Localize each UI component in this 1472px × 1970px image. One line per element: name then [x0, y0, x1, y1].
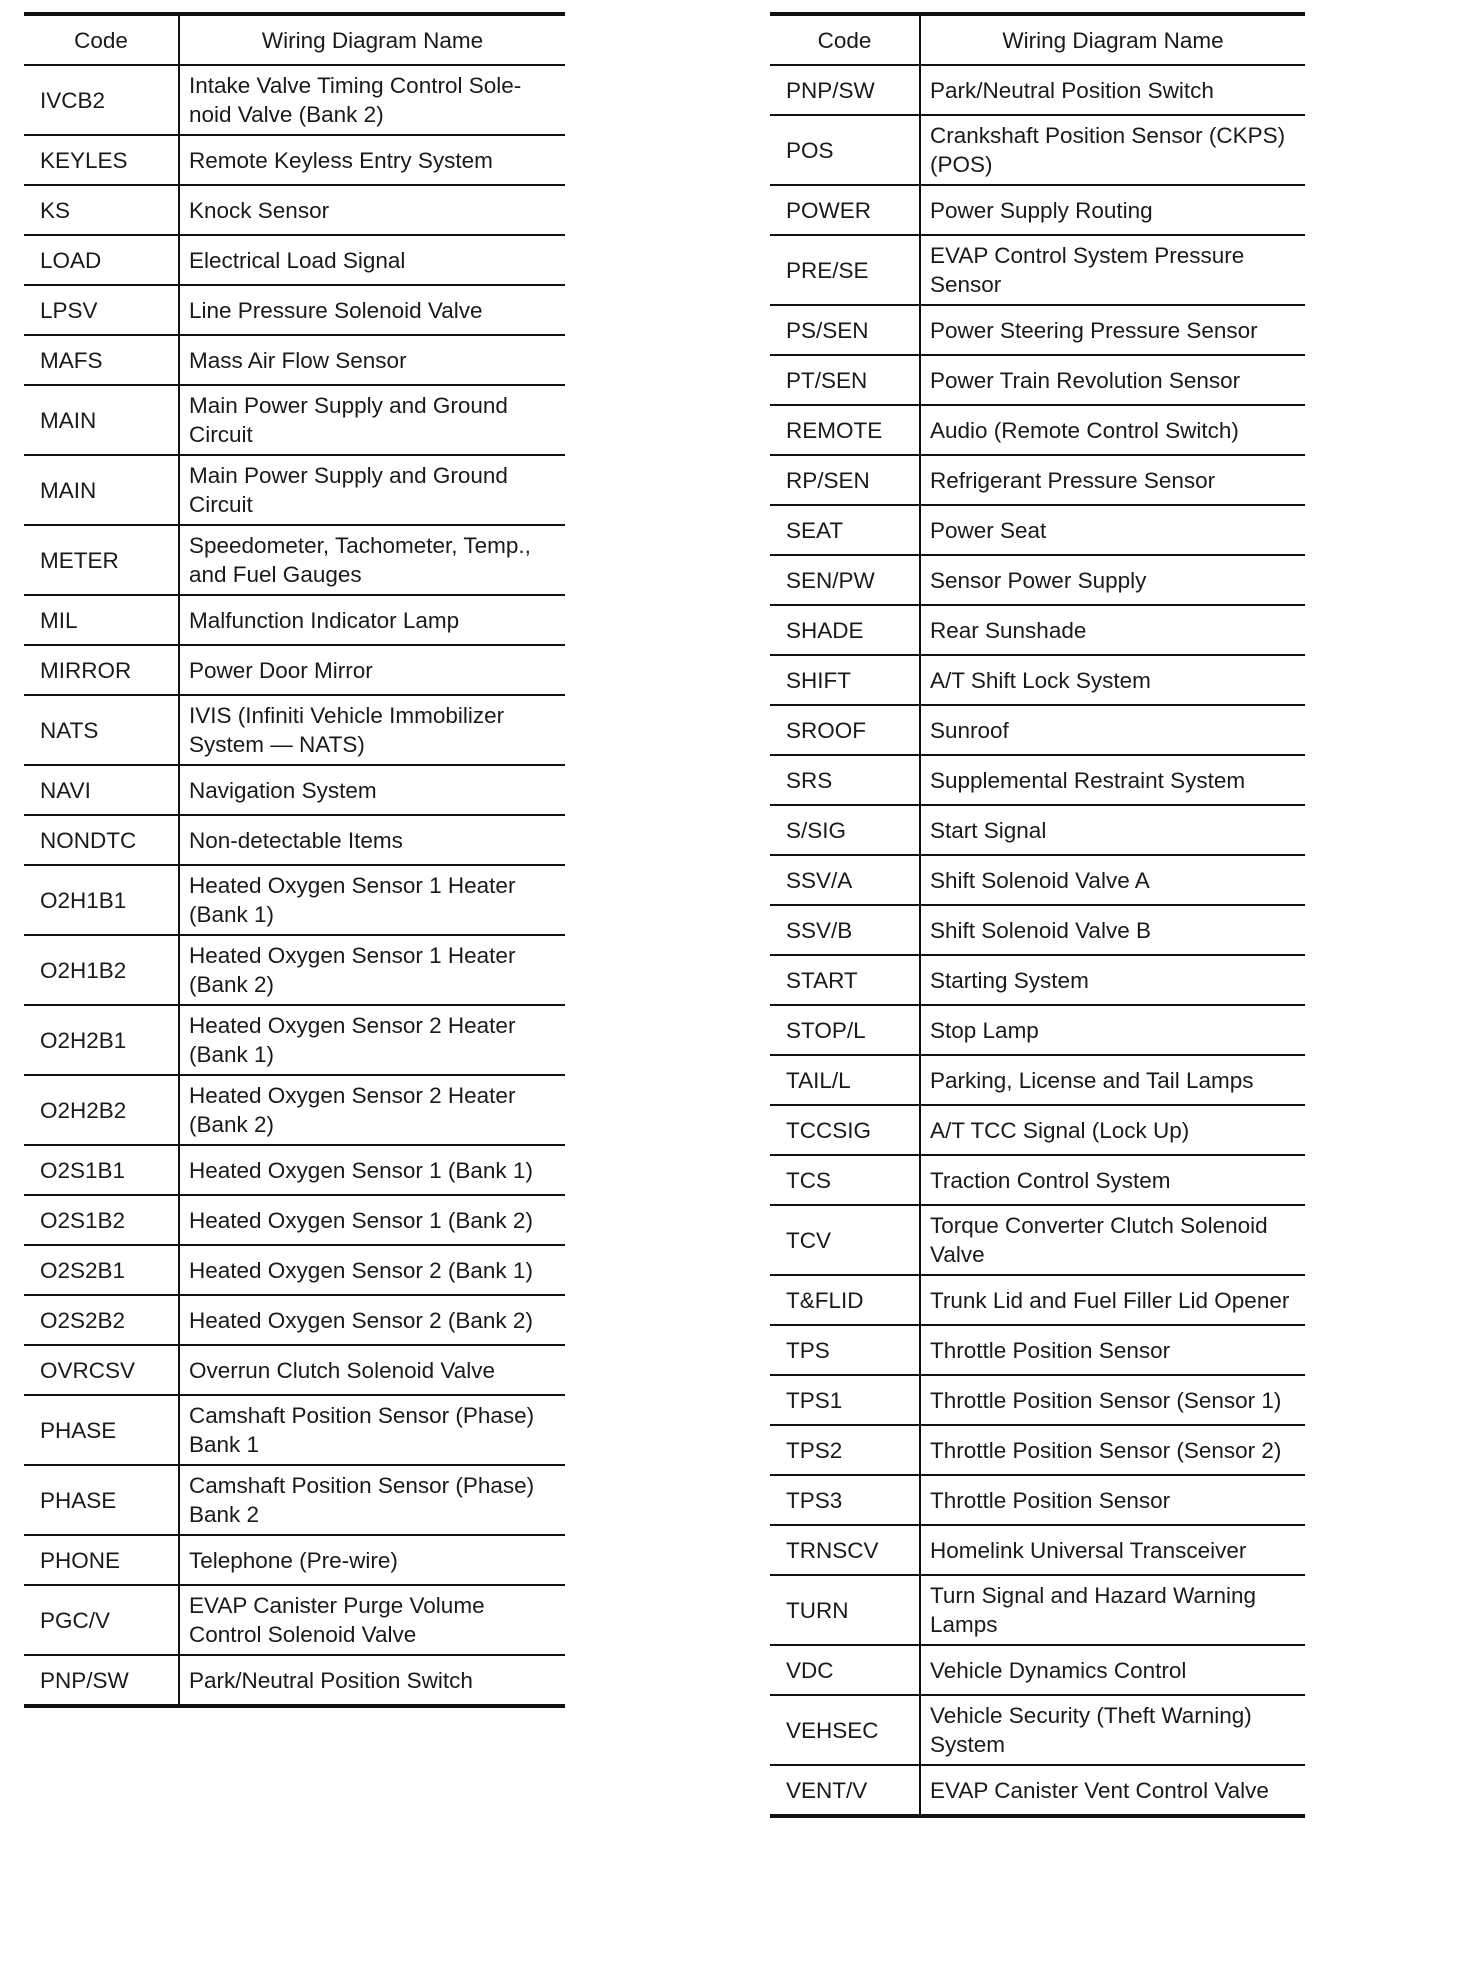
table-body — [24, 65, 565, 1706]
table-row — [770, 1375, 1305, 1425]
code-cell: OVRCSV — [24, 1345, 179, 1395]
table-row — [770, 1575, 1305, 1645]
code-cell: STOP/L — [770, 1005, 920, 1055]
diagram-name-cell: A/T Shift Lock System — [920, 655, 1305, 705]
code-cell: TPS1 — [770, 1375, 920, 1425]
table-row — [770, 655, 1305, 705]
code-cell: TPS — [770, 1325, 920, 1375]
diagram-name-cell: Homelink Universal Transceiver — [920, 1525, 1305, 1575]
diagram-name-cell: Starting System — [920, 955, 1305, 1005]
table-row — [24, 1075, 565, 1145]
code-cell: SSV/A — [770, 855, 920, 905]
table-row — [24, 595, 565, 645]
diagram-name-cell: Sensor Power Supply — [920, 555, 1305, 605]
wiring-code-table-right — [770, 12, 1305, 1818]
diagram-name-cell: Heated Oxygen Sensor 2 Heater (Bank 2) — [179, 1075, 565, 1145]
code-cell: POWER — [770, 185, 920, 235]
code-cell: KEYLES — [24, 135, 179, 185]
name-column-header: Wiring Diagram Name — [179, 14, 565, 65]
code-cell: PHONE — [24, 1535, 179, 1585]
code-cell: IVCB2 — [24, 65, 179, 135]
code-cell: TRNSCV — [770, 1525, 920, 1575]
table-row — [770, 1005, 1305, 1055]
code-cell: O2S1B2 — [24, 1195, 179, 1245]
diagram-name-cell: IVIS (Infiniti Vehicle Immobilizer System — NATS) — [179, 695, 565, 765]
table-row — [24, 765, 565, 815]
diagram-name-cell: Overrun Clutch Solenoid Valve — [179, 1345, 565, 1395]
table-row — [770, 1645, 1305, 1695]
table-row — [24, 1655, 565, 1706]
diagram-name-cell: Power Seat — [920, 505, 1305, 555]
diagram-name-cell: EVAP Canister Vent Control Valve — [920, 1765, 1305, 1816]
code-cell: TURN — [770, 1575, 920, 1645]
code-cell: SEAT — [770, 505, 920, 555]
code-cell: START — [770, 955, 920, 1005]
table-row — [24, 815, 565, 865]
diagram-name-cell: EVAP Canister Purge Volume Control Solenoid Valve — [179, 1585, 565, 1655]
table-row — [770, 1155, 1305, 1205]
table-row — [770, 605, 1305, 655]
diagram-name-cell: Parking, License and Tail Lamps — [920, 1055, 1305, 1105]
table-row — [770, 235, 1305, 305]
table-row — [24, 185, 565, 235]
code-cell: PHASE — [24, 1465, 179, 1535]
code-cell: S/SIG — [770, 805, 920, 855]
table-row — [24, 1145, 565, 1195]
diagram-name-cell: Throttle Position Sensor — [920, 1475, 1305, 1525]
diagram-name-cell: Non-detectable Items — [179, 815, 565, 865]
table-row — [770, 755, 1305, 805]
code-cell: SROOF — [770, 705, 920, 755]
table-row — [770, 505, 1305, 555]
code-cell: NATS — [24, 695, 179, 765]
diagram-name-cell: Heated Oxygen Sensor 2 (Bank 2) — [179, 1295, 565, 1345]
code-cell: VEHSEC — [770, 1695, 920, 1765]
table-header-row — [770, 14, 1305, 65]
diagram-name-cell: Malfunction Indicator Lamp — [179, 595, 565, 645]
diagram-name-cell: Rear Sunshade — [920, 605, 1305, 655]
table-row — [770, 305, 1305, 355]
table-row — [770, 705, 1305, 755]
table-row — [24, 695, 565, 765]
code-cell: TCS — [770, 1155, 920, 1205]
table-row — [24, 1585, 565, 1655]
code-cell: TAIL/L — [770, 1055, 920, 1105]
diagram-name-cell: Trunk Lid and Fuel Filler Lid Opener — [920, 1275, 1305, 1325]
code-cell: LPSV — [24, 285, 179, 335]
diagram-name-cell: Speedometer, Tachometer, Temp., and Fuel Gauges — [179, 525, 565, 595]
diagram-name-cell: Turn Signal and Hazard Warning Lamps — [920, 1575, 1305, 1645]
code-cell: NAVI — [24, 765, 179, 815]
table-row — [770, 1525, 1305, 1575]
table-row — [24, 525, 565, 595]
code-cell: REMOTE — [770, 405, 920, 455]
table-row — [770, 115, 1305, 185]
table-row — [770, 1325, 1305, 1375]
diagram-name-cell: Main Power Supply and Ground Circuit — [179, 385, 565, 455]
diagram-name-cell: Heated Oxygen Sensor 2 (Bank 1) — [179, 1245, 565, 1295]
code-cell: SHIFT — [770, 655, 920, 705]
table-row — [770, 455, 1305, 505]
code-cell: NONDTC — [24, 815, 179, 865]
table-row — [24, 1345, 565, 1395]
code-cell: KS — [24, 185, 179, 235]
diagram-name-cell: Park/Neutral Position Switch — [920, 65, 1305, 115]
table-row — [24, 385, 565, 455]
code-cell: MIL — [24, 595, 179, 645]
table-row — [770, 355, 1305, 405]
diagram-name-cell: Camshaft Position Sensor (Phase) Bank 1 — [179, 1395, 565, 1465]
diagram-name-cell: Start Signal — [920, 805, 1305, 855]
code-cell: O2H1B2 — [24, 935, 179, 1005]
diagram-name-cell: Power Steering Pressure Sensor — [920, 305, 1305, 355]
table-row — [770, 1205, 1305, 1275]
table-row — [770, 1105, 1305, 1155]
code-cell: O2H1B1 — [24, 865, 179, 935]
code-cell: TPS2 — [770, 1425, 920, 1475]
table-row — [770, 1275, 1305, 1325]
table-row — [24, 1245, 565, 1295]
diagram-name-cell: Sunroof — [920, 705, 1305, 755]
diagram-name-cell: Throttle Position Sensor — [920, 1325, 1305, 1375]
code-cell: MAFS — [24, 335, 179, 385]
table-row — [770, 1765, 1305, 1816]
diagram-name-cell: Park/Neutral Position Switch — [179, 1655, 565, 1706]
table-row — [770, 555, 1305, 605]
diagram-name-cell: Intake Valve Timing Control Sole-noid Valve (Bank 2) — [179, 65, 565, 135]
diagram-name-cell: Line Pressure Solenoid Valve — [179, 285, 565, 335]
table-row — [770, 955, 1305, 1005]
table-row — [24, 235, 565, 285]
diagram-name-cell: Remote Keyless Entry System — [179, 135, 565, 185]
code-cell: O2S2B1 — [24, 1245, 179, 1295]
code-cell: PNP/SW — [770, 65, 920, 115]
table-row — [770, 405, 1305, 455]
code-cell: O2H2B2 — [24, 1075, 179, 1145]
diagram-name-cell: Camshaft Position Sensor (Phase) Bank 2 — [179, 1465, 565, 1535]
diagram-name-cell: Power Train Revolution Sensor — [920, 355, 1305, 405]
code-cell: PS/SEN — [770, 305, 920, 355]
code-cell: PT/SEN — [770, 355, 920, 405]
diagram-name-cell: Telephone (Pre-wire) — [179, 1535, 565, 1585]
code-cell: T&FLID — [770, 1275, 920, 1325]
diagram-name-cell: Mass Air Flow Sensor — [179, 335, 565, 385]
diagram-name-cell: Shift Solenoid Valve B — [920, 905, 1305, 955]
code-cell: PHASE — [24, 1395, 179, 1465]
table-row — [24, 135, 565, 185]
code-cell: MIRROR — [24, 645, 179, 695]
table-row — [24, 1465, 565, 1535]
diagram-name-cell: A/T TCC Signal (Lock Up) — [920, 1105, 1305, 1155]
code-cell: SSV/B — [770, 905, 920, 955]
table-header-row — [24, 14, 565, 65]
code-cell: MAIN — [24, 455, 179, 525]
table-row — [770, 1425, 1305, 1475]
diagram-name-cell: Throttle Position Sensor (Sensor 1) — [920, 1375, 1305, 1425]
code-cell: SHADE — [770, 605, 920, 655]
diagram-name-cell: Traction Control System — [920, 1155, 1305, 1205]
code-cell: POS — [770, 115, 920, 185]
diagram-name-cell: Vehicle Dynamics Control — [920, 1645, 1305, 1695]
diagram-name-cell: Audio (Remote Control Switch) — [920, 405, 1305, 455]
table-row — [24, 1195, 565, 1245]
diagram-name-cell: Vehicle Security (Theft Warning) System — [920, 1695, 1305, 1765]
table-row — [24, 1535, 565, 1585]
diagram-name-cell: Throttle Position Sensor (Sensor 2) — [920, 1425, 1305, 1475]
table-row — [24, 1295, 565, 1345]
diagram-name-cell: Electrical Load Signal — [179, 235, 565, 285]
diagram-name-cell: Power Door Mirror — [179, 645, 565, 695]
diagram-name-cell: Torque Converter Clutch Solenoid Valve — [920, 1205, 1305, 1275]
table-row — [24, 645, 565, 695]
code-cell: PNP/SW — [24, 1655, 179, 1706]
diagram-name-cell: Main Power Supply and Ground Circuit — [179, 455, 565, 525]
diagram-name-cell: Supplemental Restraint System — [920, 755, 1305, 805]
code-cell: VDC — [770, 1645, 920, 1695]
code-cell: O2S1B1 — [24, 1145, 179, 1195]
diagram-name-cell: Power Supply Routing — [920, 185, 1305, 235]
code-cell: RP/SEN — [770, 455, 920, 505]
table-row — [24, 455, 565, 525]
diagram-name-cell: Heated Oxygen Sensor 1 Heater (Bank 1) — [179, 865, 565, 935]
code-cell: TPS3 — [770, 1475, 920, 1525]
diagram-name-cell: Knock Sensor — [179, 185, 565, 235]
diagram-name-cell: Heated Oxygen Sensor 2 Heater (Bank 1) — [179, 1005, 565, 1075]
code-cell: O2S2B2 — [24, 1295, 179, 1345]
code-cell: TCCSIG — [770, 1105, 920, 1155]
table-row — [770, 1475, 1305, 1525]
diagram-name-cell: Stop Lamp — [920, 1005, 1305, 1055]
diagram-name-cell: Crankshaft Position Sensor (CKPS) (POS) — [920, 115, 1305, 185]
table-row — [770, 805, 1305, 855]
diagram-name-cell: Heated Oxygen Sensor 1 (Bank 1) — [179, 1145, 565, 1195]
wiring-code-table-left — [24, 12, 565, 1708]
code-column-header: Code — [770, 14, 920, 65]
code-cell: MAIN — [24, 385, 179, 455]
code-cell: SEN/PW — [770, 555, 920, 605]
table-row — [24, 285, 565, 335]
diagram-name-cell: Heated Oxygen Sensor 1 (Bank 2) — [179, 1195, 565, 1245]
diagram-name-cell: Heated Oxygen Sensor 1 Heater (Bank 2) — [179, 935, 565, 1005]
table-row — [770, 855, 1305, 905]
table-row — [770, 1695, 1305, 1765]
diagram-name-cell: Refrigerant Pressure Sensor — [920, 455, 1305, 505]
code-cell: VENT/V — [770, 1765, 920, 1816]
table-row — [24, 1395, 565, 1465]
code-cell: METER — [24, 525, 179, 595]
diagram-name-cell: EVAP Control System Pressure Sensor — [920, 235, 1305, 305]
table-row — [770, 1055, 1305, 1105]
code-column-header: Code — [24, 14, 179, 65]
table-row — [770, 905, 1305, 955]
diagram-name-cell: Shift Solenoid Valve A — [920, 855, 1305, 905]
code-cell: PRE/SE — [770, 235, 920, 305]
code-cell: LOAD — [24, 235, 179, 285]
table-row — [770, 185, 1305, 235]
table-row — [24, 865, 565, 935]
table-row — [24, 65, 565, 135]
code-cell: SRS — [770, 755, 920, 805]
name-column-header: Wiring Diagram Name — [920, 14, 1305, 65]
table-row — [24, 1005, 565, 1075]
table-body — [770, 65, 1305, 1816]
code-cell: TCV — [770, 1205, 920, 1275]
table-row — [770, 65, 1305, 115]
code-cell: PGC/V — [24, 1585, 179, 1655]
code-cell: O2H2B1 — [24, 1005, 179, 1075]
diagram-name-cell: Navigation System — [179, 765, 565, 815]
table-row — [24, 335, 565, 385]
table-row — [24, 935, 565, 1005]
